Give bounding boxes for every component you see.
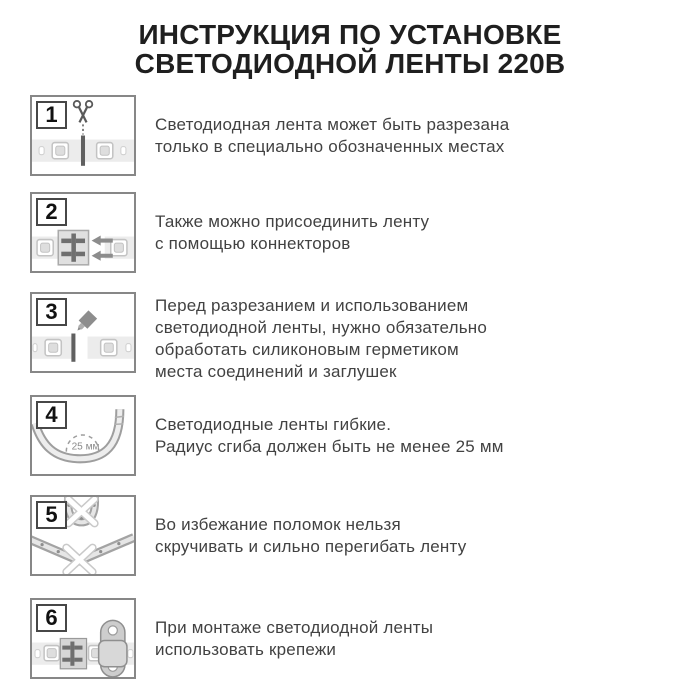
step1-illustration: [30, 95, 136, 176]
strip-connector: [60, 639, 86, 669]
step6-text: При монтаже светодиодной ленты использовать крепежи: [155, 617, 434, 659]
step2-text: Также можно присоединить ленту с помощью коннекторов: [155, 211, 430, 253]
scissors-icon: [74, 101, 93, 135]
step1-text: Светодиодная лента может быть разрезана только в специально обозначенных местах: [155, 114, 510, 156]
step5-illustration: [30, 495, 136, 576]
step1-number-badge: 1: [36, 101, 67, 129]
step-row-3: [30, 292, 488, 381]
page-title-line2: СВЕТОДИОДНОЙ ЛЕНТЫ 220В: [134, 48, 566, 79]
step-row-5: [30, 495, 466, 576]
sealant-tube-icon: [77, 310, 97, 330]
step-row-6: [30, 598, 433, 679]
step2-illustration: [30, 192, 136, 273]
step2-number-badge: 2: [36, 198, 67, 226]
step5-number-badge: 5: [36, 501, 67, 529]
step3-illustration: [30, 292, 136, 373]
step6-number-badge: 6: [36, 604, 67, 632]
fastener-clip: [99, 620, 127, 677]
seal-line: [71, 334, 75, 362]
step-row-4: [30, 395, 504, 476]
step4-number-badge: 4: [36, 401, 67, 429]
step-row-1: [30, 95, 509, 176]
step3-number-badge: 3: [36, 298, 67, 326]
step6-illustration: [30, 598, 136, 679]
page-title: [0, 20, 700, 78]
strip-connector: [58, 230, 88, 264]
step5-text: Во избежание поломок нельзя скручивать и сильно перегибать ленту: [155, 514, 467, 556]
step4-text: Светодиодные ленты гибкие. Радиус сгиба должен быть не менее 25 мм: [155, 414, 504, 456]
cut-line: [81, 136, 85, 166]
radius-label: 25 мм: [71, 441, 100, 453]
page-title-line1: ИНСТРУКЦИЯ ПО УСТАНОВКЕ: [138, 19, 562, 50]
step-row-2: [30, 192, 429, 273]
step3-text: Перед разрезанием и использованием светодиодной ленты, нужно обязательно обработать силиконовым герметиком места соединений и заглушек: [155, 295, 488, 381]
step4-illustration: [30, 395, 136, 476]
